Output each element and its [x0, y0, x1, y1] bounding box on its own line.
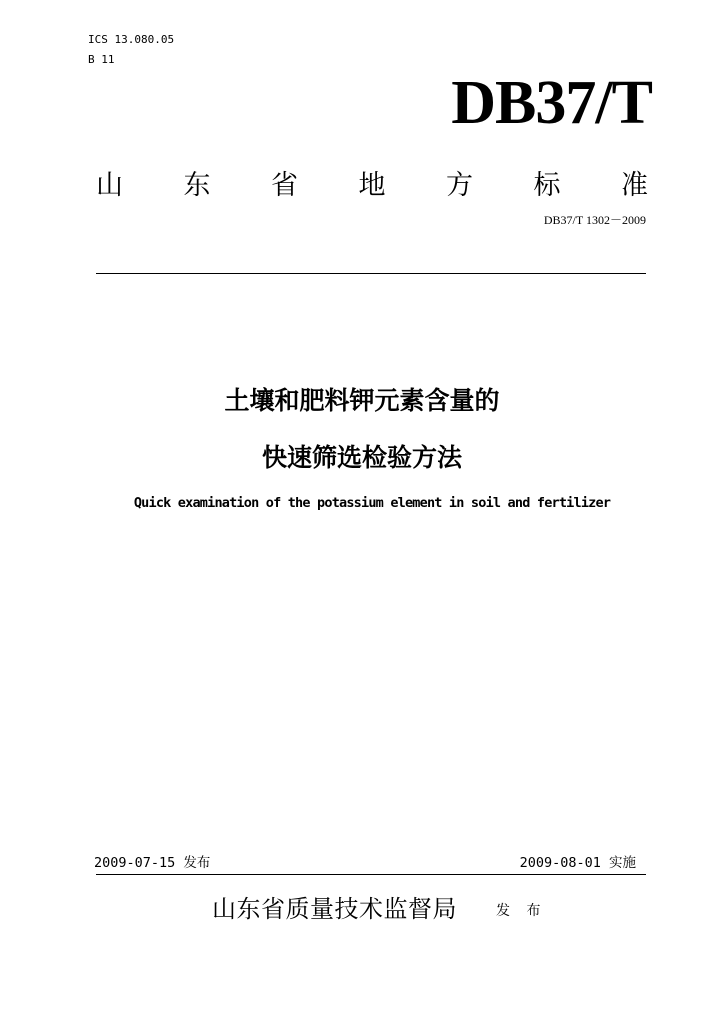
implementation-date: 2009-08-01 实施 — [519, 855, 636, 871]
ics-code: ICS 13.080.05 — [88, 33, 175, 46]
header-divider — [96, 273, 646, 274]
footer-divider — [96, 874, 646, 875]
issuing-authority: 山东省质量技术监督局 — [212, 895, 457, 923]
classification-code: B 11 — [88, 53, 115, 66]
standard-type — [96, 170, 648, 202]
title-line-1: 土壤和肥料钾元素含量的 — [224, 386, 500, 415]
standard-number: DB37/T 1302－2009 — [543, 213, 646, 227]
standard-type-char: 省 — [271, 170, 298, 201]
issue-date: 2009-07-15 发布 — [94, 855, 211, 871]
issued-label: 发 布 — [496, 903, 547, 919]
standard-type-char: 地 — [358, 170, 386, 201]
standard-type-char: 山 — [96, 170, 123, 201]
standard-type-char: 准 — [621, 170, 648, 201]
title-line-2: 快速筛选检验方法 — [261, 443, 462, 472]
standard-logo: DB37/T — [451, 69, 652, 137]
english-title: Quick examination of the potassium element in soil and fertilizer — [133, 495, 611, 511]
standard-type-char: 东 — [183, 170, 211, 201]
standard-type-char: 标 — [533, 170, 561, 201]
standard-type-char: 方 — [446, 170, 473, 201]
